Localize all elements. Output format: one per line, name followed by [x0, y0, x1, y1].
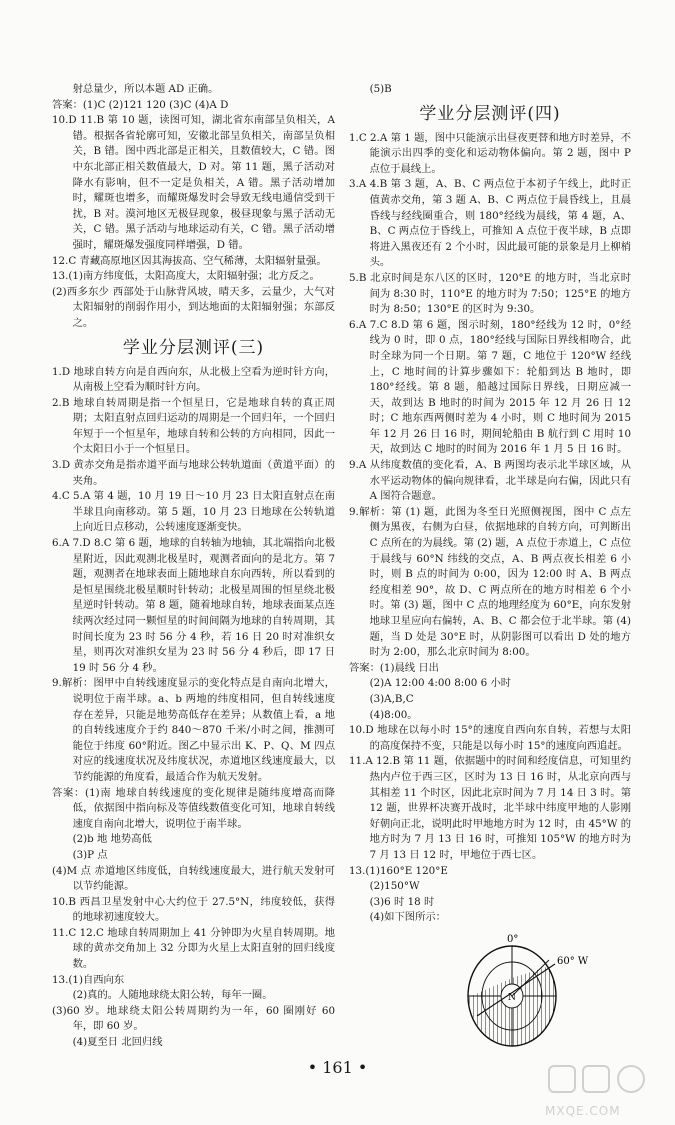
answer-text: 13.(1)160°E 120°E [349, 864, 448, 877]
answer-text: 4.C 5.A 第 4 题，10 月 19 日～10 月 23 日太阳直射点在南半球且向南移动。第 5 题，10 月 23 日地球在公转轨道上向近日点移动，公转速度逐渐变快。 [52, 490, 335, 534]
globe-diagram [437, 932, 597, 1052]
answer-text: 3.A 4.B 第 3 题，A、B、C 两点位于本初子午线上，此时正值黄赤交角，第 3 题 A、B、C 两点位于晨昏线上，且晨昏线与经线圈重合，则 180°经线为晨线，第 4 题，A、B、C 两点位于昏线上，可推知 A 点位于夜半球，B 点即将进入黑夜还有 2 个小时，因此最可能的景象是月上柳梢头。 [349, 178, 631, 269]
page-number: • 161 • [307, 1058, 368, 1077]
watermark-logo [545, 1060, 665, 1118]
answer-text: (4)8:00。 [369, 708, 418, 721]
answer-text: 答案：(1)晨线 日出 [349, 661, 439, 674]
section-heading: 学业分层测评(四) [419, 103, 561, 124]
answer-text: 13.(1)自西向东 [52, 973, 125, 986]
answer-text: 12.C 青藏高原地区因其海拔高、空气稀薄，太阳辐射量强。 [52, 254, 327, 267]
answer-text: (3)A,B,C [369, 692, 414, 705]
answer-text: 答案：(1)C (2)121 120 (3)C (4)A D [52, 98, 229, 111]
answer-text: 1.C 2.A 第 1 题，图中只能演示出昼夜更替和地方时差异，不能演示出四季的变化和运动物体偏向。第 2 题，图中 P 点位于晨线上。 [349, 131, 631, 175]
answer-text: (2)150°W [369, 880, 420, 893]
left-items-before [52, 82, 335, 332]
answer-text: 9.解析：图甲中自转线速度显示的变化特点是自南向北增大，说明位于南半球。a、b 两地的纬度相同，但自转线速度存在差异，只能是地势高低存在差异；从数值上看，a 地的自转线速度介于约 840～870 千米/小时之间，推测可能位于纬度 60°附近。图乙中显示出 K、P、Q、M 四点对应的线速度状况及纬度状况，赤道地区线速度最大，以节约能源的角度看，最适合作为航天发射。 [52, 677, 335, 783]
left-items-after [52, 365, 335, 1051]
left-column [52, 82, 335, 1051]
watermark-mark [545, 1060, 665, 1100]
answer-text: (3)60 岁。地球绕太阳公转周期约为一年，60 圈刚好 60 年，即 60 岁。 [52, 1004, 335, 1033]
answer-text: 11.A 12.B 第 11 题，依据题中的时间和经度信息，可知里约热内卢位于西三区，区时为 13 日 16 时，从北京向西与其相差 11 个时区，因此北京时间为 7 月 14 日 3 时。第 12 题，世界杯决赛开战时，北半球中纬度甲地的人影刚好朝向正北，说明此时甲地地方时为 12 时，由 45°W 的地方时为 7 月 13 日 16 时，可推知 105°W 的地方时为 7 月 13 日 12 时，甲地位于西七区。 [349, 755, 631, 861]
answer-text: 13.(1)南方纬度低，太阳高度大，太阳辐射强；北方反之。 [52, 270, 320, 283]
answer-text: (5)B [369, 83, 392, 95]
label-60w: 60° W [557, 955, 589, 967]
answer-text: 答案：(1)南 地球自转线速度的变化规律是随纬度增高而降低，依据图中指向标及等值线数值变化可知，地球自转线速度自南向北增大，说明位于南半球。 [52, 786, 335, 830]
globe-figure [437, 932, 597, 1052]
answer-text: 10.D 11.B 第 10 题，读图可知，湖北省东南部呈负相关，A 错。根据各省轮廓可知，安徽北部呈负相关，南部呈负相关，B 错。图中西北部是正相关，且数值较大，C 错。图中东北部正相关数值最大，D 对。第 11 题，黑子活动对降水有影响，但不一定是负相关，A 错。黑子活动增加时，耀斑也增多，而耀斑爆发时会导致无线电通信受到干扰，B 对。漠河地区无极昼现象，极昼现象与黑子活动无关，C 错。黑子活动与地球运动有关，C 错。黑子活动增强时，耀斑爆发强度同样增强，D 错。 [52, 114, 335, 251]
answer-text: (4)M 点 赤道地区纬度低，自转线速度最大，进行航天发射可以节约能源。 [52, 864, 335, 893]
answer-text: (3)6 时 18 时 [369, 895, 435, 908]
answer-text: 1.D 地球自转方向是自西向东，从北极上空看为逆时针方向，从南极上空看为顺时针方向。 [52, 365, 335, 394]
answer-text: (2)真的。人随地球绕太阳公转，每年一圈。 [72, 989, 273, 1002]
answer-text: 6.A 7.C 8.D 第 6 题，图示时刻，180°经线为 12 时，0°经线为 0 时，即 0 点，180°经线与国际日界线相吻合，此时全球为同一个日期。第 7 题，C 地位于 120°W 经线上，C 地时间的计算步骤如下：轮船到达 B 地时，即 180°经线。第 8 题，船越过国际日界线，日期应减一天，故到达 B 地时的时间为 2015 年 12 月 26 日 12 时；C 地东西两侧时差为 4 小时，则 C 地时间为 2015 年 12 月 26 日 16 时，期间轮船由 B 航行到 C 用时 10 天，故到达 C 地时的时间为 2016 年 1 月 5 日 16 时。 [349, 318, 631, 456]
answer-text: 5.B 北京时间是东八区的区时，120°E 的地方时，当北京时间为 8:30 时，110°E 的地方时为 7:50；125°E 的地方时为 8:50；130°E 的区时为 9:30。 [349, 271, 631, 316]
answer-text: (3)P 点 [72, 848, 108, 861]
answer-text: (2)A 12:00 4:00 8:00 6 小时 [369, 677, 512, 690]
answer-text: 6.A 7.D 8.C 第 6 题，地球的自转轴为地轴，其北端指向北极星附近，因此观测北极星时，观测者面向的是北方。第 7 题，观测者在地球表面上随地球自东向西转，所以看到的是恒星围绕北极星顺时针转动；北极星周围的恒星绕北极星逆时针转动。第 8 题，随着地球自转，地球表面某点连续两次经过同一颗恒星的时间间隔为地球的自转周期，其时间长度为 23 时 56 分 4 秒，若 16 日 20 时对准织女星，则再次对准织女星为 23 时 56 分 4 秒后，即 17 日 19 时 56 分 4 秒。 [52, 537, 335, 674]
answer-text: 3.D 黄赤交角是指赤道平面与地球公转轨道面（黄道平面）的夹角。 [52, 459, 335, 487]
right-items-after [349, 131, 631, 926]
answer-text: (4)夏至日 北回归线 [72, 1036, 163, 1049]
answer-text: 射总量少，所以本题 AD 正确。 [72, 83, 219, 95]
answer-text: 9.解析：第 (1) 题，此图为冬至日光照侧视图，图中 C 点左侧为黑夜，右侧为白昼，依据地球的自转方向，可判断出 C 点所在的为晨线。第 (2) 题，A 点位于赤道上，C 点位于晨线与 60°N 纬线的交点，A、B 两点夜长相差 6 小时，则 B 点的时间为 0:00，因为 12:00 时 A、B 两点经度相差 90°，故 D、C 两点所在的地方时相差 6 个小时。第 (3) 题，图中 C 点的地理经度为 60°E，向东发射地球卫星应向右偏转，A、B、C 都会位于北半球。第 (4) 题，当 D 处是 30°E 时，从阴影图可以看出 D 处的地方时为 2:00，那么北京时间为 8:00。 [349, 505, 631, 659]
right-column [349, 82, 631, 1052]
answer-text: 11.C 12.C 地球自转周期加上 41 分钟即为火星自转周期。地球的黄赤交角加上 32 分即为火星上太阳直射的回归线度数。 [52, 926, 335, 971]
label-0-degree: 0° [507, 933, 519, 945]
answer-text: 9.A 从纬度数值的变化看，A、B 两图均表示北半球区域，从水平运动物体的偏向规律看，北半球是向右偏，因此只有 A 图符合题意。 [349, 459, 631, 503]
answer-text: 2.B 地球自转周期是指一个恒星日，它是地球自转的真正周期；太阳直射点回归运动的周期是一个回归年，一个回归年短于一个恒星年，地球自转和公转的方向相同，因此一个太阳日小于一个恒星日。 [52, 396, 335, 456]
watermark-url: MXQE.COM [545, 1104, 621, 1118]
label-north-pole: N [508, 992, 516, 1003]
answer-text: (2)b 地 地势高低 [72, 833, 152, 846]
answer-text: 10.D 地球在以每小时 15°的速度自西向东自转，若想与太阳的高度保持不变，只能是以每小时 15°的速度向西追赶。 [349, 724, 631, 752]
answer-text: 10.B 西昌卫星发射中心大约位于 27.5°N，纬度较低，获得的地球初速度较大。 [52, 895, 335, 924]
answer-text: (4)如下图所示： [369, 911, 446, 924]
answer-text: (2)西多东少 西部处于山脉背风坡，晴天多，云量少，大气对太阳辐射的削弱作用小，到达地面的太阳辐射强；东部反之。 [52, 285, 335, 329]
section-heading: 学业分层测评(三) [122, 337, 265, 358]
